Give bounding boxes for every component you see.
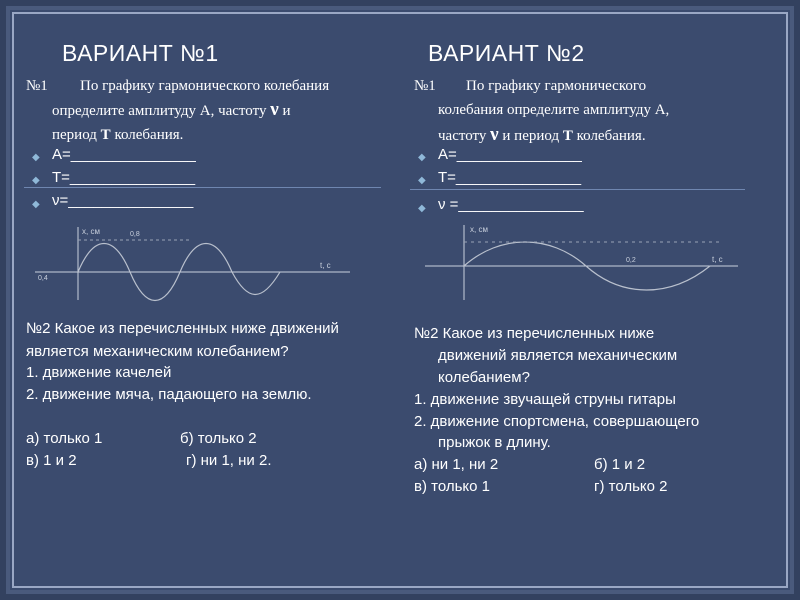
- bullet-icon: ◆: [418, 203, 426, 214]
- v2-nu-symbol: ν: [490, 124, 499, 145]
- v2-q1-line2: колебания определите амплитуду А,: [438, 102, 670, 118]
- v2-graph-tick: 0,2: [626, 257, 636, 264]
- v2-graph-y-label: х, см: [470, 225, 488, 234]
- bullet-icon: ◆: [32, 152, 40, 163]
- v2-q1-line3-mid: и период: [502, 128, 560, 144]
- v2-option-1: 1. движение звучащей струны гитары: [414, 391, 676, 408]
- v1-answer-nu: ν=_______________: [52, 192, 194, 209]
- v2-answer-nu: ν =_______________: [438, 196, 584, 213]
- v2-t-symbol: T: [562, 128, 573, 144]
- v2-graph-x-label: t, с: [712, 255, 723, 264]
- v1-nu-symbol: ν: [270, 99, 279, 120]
- v2-q1-line1: По графику гармонического: [466, 78, 647, 94]
- v1-answer-option-b: б) только 2: [180, 430, 257, 447]
- bullet-icon: ◆: [32, 175, 40, 186]
- variant-1-title: ВАРИАНТ №1: [62, 40, 219, 66]
- v2-option-2-cont: прыжок в длину.: [438, 434, 551, 451]
- v2-q1-number: №1: [414, 78, 436, 94]
- v1-answer-option-g: г) ни 1, ни 2.: [186, 452, 272, 469]
- v2-q2-line1: №2 Какое из перечисленных ниже: [414, 325, 655, 342]
- v1-option-2: 2. движение мяча, падающего на землю.: [26, 386, 312, 403]
- v2-oscillation-graph: [420, 222, 750, 302]
- v1-oscillation-graph: [30, 222, 360, 302]
- v1-q2-line2: является механическим колебанием?: [26, 343, 289, 360]
- bullet-icon: ◆: [418, 175, 426, 186]
- v2-q2-line2: движений является механическим: [438, 347, 678, 364]
- v2-answer-option-v: в) только 1: [414, 478, 490, 495]
- v1-q1-line1: По графику гармонического колебания: [80, 78, 330, 94]
- v2-q1-line3-end: колебания.: [576, 128, 646, 144]
- v2-answer-option-g: г) только 2: [594, 478, 668, 495]
- v1-graph-tick: 0,4: [38, 275, 48, 282]
- v1-q1-line2-end: и: [282, 103, 291, 119]
- v1-q1-line3: [52, 124, 183, 146]
- v1-q1-line2: [52, 99, 290, 122]
- v1-q1-number: №1: [26, 78, 48, 94]
- v2-answer-option-b: б) 1 и 2: [594, 456, 646, 473]
- bullet-icon: ◆: [418, 152, 426, 163]
- v1-q1-line3-text: период: [52, 127, 97, 143]
- v1-q2-line1: №2 Какое из перечисленных ниже движений: [26, 320, 339, 337]
- v2-q2-line3: колебанием?: [438, 369, 530, 386]
- v1-answer-a: А=_______________: [52, 146, 196, 163]
- v1-q1-line2-text: определите амплитуду А, частоту: [52, 103, 267, 119]
- v2-separator: [410, 189, 745, 190]
- v1-t-symbol: T: [100, 127, 111, 143]
- v1-graph-x-label: t, с: [320, 261, 331, 270]
- v1-answer-option-a: а) только 1: [26, 430, 103, 447]
- v1-q1-line3-end: колебания.: [114, 127, 184, 143]
- v2-option-2: 2. движение спортсмена, совершающего: [414, 413, 700, 430]
- v1-graph-y-label: х, см: [82, 227, 100, 236]
- v1-graph-tick: 0,8: [130, 231, 140, 238]
- v2-answer-t: Т=_______________: [438, 169, 582, 186]
- v1-answer-t: Т=_______________: [52, 169, 196, 186]
- v2-answer-a: А=_______________: [438, 146, 582, 163]
- v2-answer-option-a: а) ни 1, ни 2: [414, 456, 499, 473]
- bullet-icon: ◆: [32, 199, 40, 210]
- v1-option-1: 1. движение качелей: [26, 364, 172, 381]
- variant-2-title: ВАРИАНТ №2: [428, 40, 585, 66]
- v1-answer-option-v: в) 1 и 2: [26, 452, 77, 469]
- v2-q1-line3-text: частоту: [438, 128, 487, 144]
- v1-separator: [24, 187, 381, 188]
